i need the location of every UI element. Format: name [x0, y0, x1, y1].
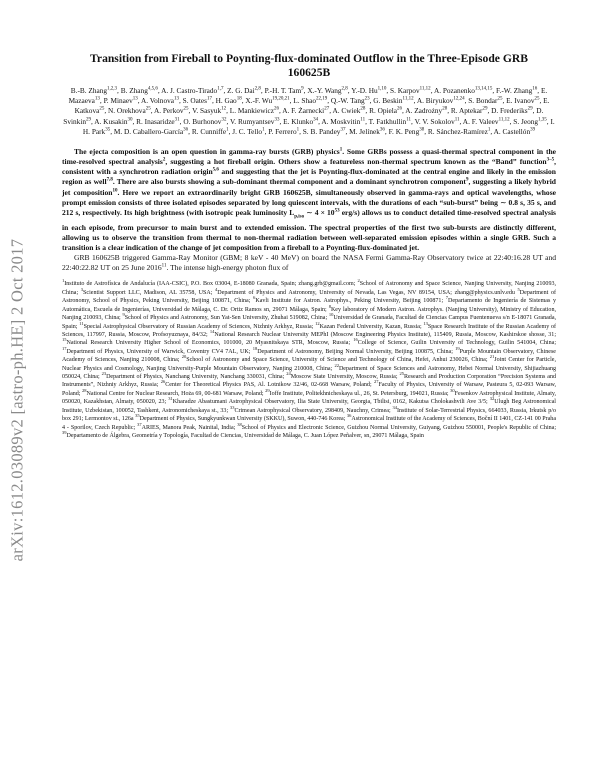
- affiliation-number: 23: [101, 371, 107, 377]
- author-affiliation-mark: 13,14,15: [474, 86, 493, 92]
- affiliation-number: 27: [373, 379, 379, 385]
- author-affiliation-mark: 23: [364, 96, 370, 102]
- author-affiliation-mark: 11,12: [498, 117, 510, 123]
- author-affiliation-mark: 2,8: [254, 86, 261, 92]
- abstract-text: . There are also bursts showing a sub-dominant thermal component and a dominant synchrotron component: [112, 177, 466, 187]
- author-name: F. K. Peng: [388, 126, 420, 136]
- affiliation-text: Joint Center for Particle, Nuclear Physics and Cosmology, Nanjing University-Purple Mountain Observatory, Nanjing 210008, China;: [62, 357, 556, 372]
- author-name: O. Burhonov: [183, 116, 222, 126]
- affiliation-number: 26: [160, 379, 166, 385]
- author-affiliation-mark: 25: [534, 96, 540, 102]
- author-affiliation-mark: 1: [262, 127, 265, 133]
- author-affiliation-mark: 1,10: [377, 86, 387, 92]
- author-name: P. Minaev: [103, 96, 133, 106]
- affiliation-number: 17: [62, 345, 67, 351]
- author-name: F.-W. Zhang: [496, 86, 533, 95]
- author-affiliation-mark: 11: [454, 117, 460, 123]
- affiliation-text: Kazan Federal University, Kazan, Russia;: [319, 323, 422, 330]
- affiliation-number: 2: [357, 278, 360, 284]
- affiliation-number: 29: [265, 387, 270, 393]
- author-affiliation-mark: 28: [442, 106, 448, 112]
- author-name: T. Fatkhullin: [368, 116, 407, 126]
- author-name: Y.-D. Hu: [351, 86, 378, 95]
- affiliation-text: School of Physics and Astronomy, Sun Yat-Sen University, Zhuhai 519082, China;: [124, 315, 328, 322]
- affiliation-text: National Research Nuclear University MEPhI (Moscow Engineering Physics Institute), 115409, Russia, Moscow, Kashirskoe shosse, 31;: [214, 331, 556, 338]
- affiliation-number: 39: [62, 429, 67, 435]
- affiliation-number: 3: [80, 286, 84, 292]
- author-affiliation-mark: 29: [527, 106, 533, 112]
- author-name: X.-F. Wu: [245, 96, 273, 106]
- affiliation-number: 33: [229, 404, 235, 410]
- affiliation-text: Kharadze Abastumani Astrophysical Observatory, Ilia State University, Georgia, Tbilisi, 0162, Kakutsa Cholokashvili Ave 3/5;: [172, 399, 488, 406]
- author-name: A. Castellón: [493, 126, 531, 136]
- affiliation-text: Fesenkov Astrophysical Institute, Almaty, 050020, Kazakhstan, Almaty, 050020, 23;: [62, 390, 557, 406]
- author-affiliation-mark: 18: [236, 96, 242, 102]
- affiliation-text: Instituto de Astrofísica de Andalucía (IAA-CSIC), P.O. Box 03004, E-18080 Granada, Spain; zhang.grb@gmail.com;: [64, 281, 356, 288]
- author-name: R. Inasaridze: [136, 116, 175, 126]
- affiliation-text: Astronomical Institute of the Academy of Sciences, Boční II 1401, CZ-141 00 Praha 4 - Sporilov, Czech Republic;: [62, 416, 557, 431]
- abstract-reference: 5,6: [212, 167, 219, 173]
- affiliation-text: Department of Physics and Astronomy, University of Nevada, Las Vegas, NV 89154, USA; zhang@physics.unlv.edu: [217, 289, 515, 296]
- affiliation-text: Key laboratory of Modern Astron. Astrophys. (Nanjing University), Ministry of Education, Nanjing 210093, China;: [62, 306, 556, 322]
- author-name: V. Sasyuk: [192, 106, 222, 116]
- affiliation-text: Universidad de Granada, Facultad de Ciencias Campus Fuentenueva s/n E-18071 Granada, Spain;: [62, 315, 557, 330]
- affiliation-number: 6: [253, 295, 256, 301]
- affiliation-text: Department of Astronomy, Beijing Normal University, Beijing 100875, China;: [257, 348, 453, 355]
- author-name: X.-Y. Wang: [307, 86, 342, 95]
- affiliation-text: Ioffe Institute, Politekhnicheskaya ul., 26, St. Petersburg, 194021, Russia;: [269, 390, 449, 397]
- author-name: N. Orekhova: [108, 106, 146, 116]
- author-name: P.-H. T. Tam: [264, 86, 302, 95]
- abstract-text: erg/s) allows us to conduct detailed time-resolved spectral analysis in each episode, from precursor to main burst and to extended emission. The spectral properties of the first two sub-bursts are distinctly different, allowing us to observe the transition from thermal to non-thermal radiation between well-separated emission episodes within a single GRB. Such a transition is a clear indication of the change of jet composition from a fireball to a Poynting-flux-dominated jet.: [62, 207, 556, 252]
- author-affiliation-mark: 16: [532, 86, 538, 92]
- affiliation-number: 37: [137, 421, 142, 427]
- author-affiliation-mark: 36: [183, 127, 189, 133]
- author-affiliation-mark: 11,12: [419, 86, 431, 92]
- affiliation-number: 38: [237, 421, 242, 427]
- abstract-subscript: p,iso: [294, 214, 305, 220]
- author-affiliation-mark: 33: [274, 117, 280, 123]
- author-name: A. J. Castro-Tirado: [161, 86, 218, 95]
- author-affiliation-mark: 29: [482, 106, 488, 112]
- author-name: A. Pozanenko: [433, 86, 475, 95]
- author-name: A. Moskvitin: [321, 116, 361, 126]
- author-affiliation-mark: 11: [406, 117, 412, 123]
- author-affiliation-mark: 19,20,21: [272, 96, 290, 102]
- author-name: S. Karpov: [390, 86, 420, 95]
- author-name: Z. G. Dai: [227, 86, 255, 95]
- author-name: A. Perkov: [153, 106, 184, 116]
- author-name: R. Cunniffe: [191, 126, 227, 136]
- affiliation-text: Faculty of Physics, University of Warsaw, Pasteura 5, 02-093 Warsaw, Poland;: [62, 382, 557, 397]
- author-affiliation-mark: 25: [145, 106, 151, 112]
- affiliation-list: [62, 280, 556, 440]
- author-affiliation-mark: 25: [183, 106, 189, 112]
- affiliation-text: Department of Physics, Sungkyunkwan University (SKKU), Suwon, 440-746 Korea;: [139, 416, 346, 423]
- author-affiliation-mark: 35: [105, 127, 111, 133]
- affiliation-text: National Research University Higher School of Economics, 101000, 20 Myasnitskaya STR, Moscow, Russia;: [66, 340, 351, 347]
- author-name: A. Kusakin: [94, 116, 128, 126]
- abstract-reference: 7,8: [106, 177, 113, 183]
- author-name: M. Jelínek: [349, 126, 380, 136]
- author-affiliation-mark: 1: [226, 127, 229, 133]
- author-name: R. Opiela: [369, 106, 398, 116]
- author-name: E. Mazaeva: [68, 86, 548, 106]
- author-name: S. Bondar: [468, 96, 498, 106]
- affiliation-number: 7: [445, 295, 449, 301]
- affiliation-text: College of Science, Guilin University of Technology, Guilin 541004, China;: [357, 340, 556, 347]
- affiliation-number: 12: [315, 320, 320, 326]
- abstract-reference: 53: [334, 208, 340, 214]
- author-affiliation-mark: 12: [221, 106, 227, 112]
- abstract-text: . Some GRBs possess a quasi-thermal spectral component in the time-resolved spectral analysis: [62, 147, 556, 167]
- author-affiliation-mark: 29: [86, 117, 92, 123]
- abstract-reference: 1: [339, 147, 343, 153]
- author-name: D. Frederiks: [491, 106, 528, 116]
- affiliation-text: School of Physics and Electronic Science, Guizhou Normal University, Guiyang, Guizhou 550001, People's Republic of China;: [241, 424, 557, 431]
- author-name: L. Shao: [293, 96, 316, 106]
- arxiv-stamp-text: arXiv:1612.03089v2 [astro-ph.HE] 2 Oct 2017: [7, 238, 26, 562]
- body-text: GRB 160625B triggered Gamma-Ray Monitor (GBM; 8 keV - 40 MeV) on board the NASA Fermi Gamma-Ray Observatory twice at 22:40:16.28 UT and 22:40:22.82 UT on 25 June 2016: [62, 253, 556, 273]
- affiliation-number: 4: [215, 286, 218, 292]
- affiliation-number: 22: [334, 362, 339, 368]
- abstract-text: ∼ 4 × 10: [304, 207, 335, 217]
- author-affiliation-mark: 36: [379, 127, 385, 133]
- author-name: A. F. Żarnecki: [282, 106, 325, 116]
- author-affiliation-mark: 13: [173, 96, 179, 102]
- affiliation-number: 24: [286, 371, 291, 377]
- affiliation-number: 25: [399, 371, 404, 377]
- author-name: H. Gao: [215, 96, 237, 106]
- author-affiliation-mark: 34: [313, 117, 319, 123]
- author-name: Q.-W. Tang: [330, 96, 365, 106]
- affiliation-text: Kavli Institute for Astron. Astrophys., Peking University, Beijing 100871;: [255, 298, 444, 305]
- author-name: E. Klunko: [283, 116, 314, 126]
- abstract-reference: 10: [112, 188, 118, 194]
- abstract-text: , suggesting a hot fireball origin. Others show a featureless non-thermal spectrum known as the “Band” function: [165, 157, 547, 167]
- affiliation-text: Crimean Astrophysical Observatory, 298409, Nauchny, Crimea;: [234, 407, 391, 414]
- body-reference: 11: [161, 263, 167, 269]
- affiliation-text: Scientist Support LLC, Madison, AL 35758, USA;: [83, 289, 213, 296]
- affiliation-text: National Centre for Nuclear Research, Hoża 69, 00-681 Warsaw, Poland;: [86, 390, 264, 397]
- affiliation-number: 32: [489, 396, 495, 402]
- affiliation-text: School of Astronomy and Space Science, University of Science and Technology of China, Hefei, Anhui 230026, China;: [186, 357, 488, 364]
- affiliation-number: 19: [455, 345, 460, 351]
- author-affiliation-mark: 28: [360, 106, 366, 112]
- author-affiliation-mark: 32: [221, 117, 227, 123]
- author-name: I. H. Park: [82, 116, 555, 136]
- author-name: V. V. Sokolov: [414, 116, 455, 126]
- author-affiliation-mark: 27: [324, 106, 330, 112]
- affiliation-text: ARIES, Manora Peak, Nainital, India;: [141, 424, 236, 431]
- author-name: S. Jeong: [513, 116, 539, 126]
- affiliation-number: 21: [489, 354, 495, 360]
- affiliation-text: Institute of Solar-Terrestrial Physics, 664033, Russia, Irkutsk p/o box 291; Lermontov st., 126a: [62, 407, 556, 423]
- abstract-reference: 9: [465, 177, 469, 183]
- author-name: S. B. Pandey: [302, 126, 341, 136]
- author-name: A. Volnova: [141, 96, 174, 106]
- author-affiliation-mark: 30: [127, 117, 133, 123]
- affiliation-text: Departamento de Ingeniería de Sistemas y Automática, Escuela de Ingenierías, Universidad de Málaga, C. Dr. Ortiz Ramos sn, 29071 Málaga, Spain;: [62, 298, 556, 313]
- author-name: V. Rumyantsev: [229, 116, 275, 126]
- author-affiliation-mark: 31: [174, 117, 180, 123]
- author-name: S. Oates: [182, 96, 207, 106]
- author-affiliation-mark: 1,35: [538, 117, 547, 123]
- author-name: B.-B. Zhang: [70, 86, 108, 95]
- abstract-text: The ejecta composition is an open question in gamma-ray bursts (GRB) physics: [74, 147, 340, 157]
- author-affiliation-mark: 11,12: [402, 96, 414, 102]
- author-affiliation-mark: 13: [132, 96, 138, 102]
- author-affiliation-mark: 12,24: [453, 96, 465, 102]
- abstract-text: , suggesting a likely hybrid jet composition: [62, 177, 556, 197]
- author-name: E. Katkova: [74, 96, 550, 116]
- author-affiliation-mark: 26: [397, 106, 403, 112]
- affiliation-number: 31: [168, 396, 173, 402]
- author-name: L. Mankiewicz: [229, 106, 274, 116]
- author-affiliation-mark: 9: [301, 86, 304, 92]
- arxiv-identifier-stamp: [4, 160, 30, 640]
- author-name: P. Ferrero: [268, 126, 297, 136]
- author-name: G. Beskin: [373, 96, 403, 106]
- author-affiliation-mark: 2,8: [341, 86, 348, 92]
- author-affiliation-mark: 17: [206, 96, 212, 102]
- abstract-reference: 2: [162, 157, 166, 163]
- author-name: D. Svinkin: [63, 106, 544, 126]
- author-name: A. F. Valeev: [462, 116, 499, 126]
- affiliation-number: 1: [62, 278, 65, 284]
- body-paragraph: [62, 253, 556, 273]
- affiliation-text: Department of Astronomy, School of Physics, Peking University, Beijing 100871, China;: [62, 289, 557, 305]
- abstract-text: and suggesting that the jet is Poynting-flux-dominated at the central engine and likely in the emission region as well: [62, 167, 557, 187]
- author-affiliation-mark: 13: [94, 96, 100, 102]
- author-affiliation-mark: 1: [487, 127, 491, 133]
- affiliation-number: 9: [122, 312, 125, 318]
- author-name: M. D. Caballero-García: [113, 126, 184, 136]
- author-affiliation-mark: 25: [497, 96, 503, 102]
- author-affiliation-mark: 22,19: [315, 96, 328, 102]
- affiliation-number: 20: [181, 354, 187, 360]
- affiliation-text: School of Astronomy and Space Science, Nanjing University, Nanjing 210093, China;: [62, 281, 557, 296]
- author-name: R. Aptekar: [450, 106, 483, 116]
- paper-title: Transition from Fireball to Poynting-flux-dominated Outflow in the Three-Episode GRB 160625B: [90, 52, 528, 79]
- author-name: B. Zhang: [120, 86, 148, 95]
- affiliation-number: 28: [82, 387, 87, 393]
- abstract-text: , consistent with a synchrotron radiation origin: [62, 157, 556, 177]
- affiliation-text: Department of Space Sciences and Astronomy, Hebei Normal University, Shijiazhuang 050024, China;: [62, 365, 556, 381]
- affiliation-number: 18: [252, 345, 258, 351]
- affiliation-number: 11: [79, 320, 84, 326]
- affiliation-number: 35: [135, 413, 140, 419]
- affiliation-text: Center for Theoretical Physics PAS, Al. Lotnikow 32/46, 02-668 Warsaw, Poland;: [165, 382, 372, 389]
- affiliation-number: 14: [209, 328, 215, 334]
- author-affiliation-mark: 1,2,3: [107, 86, 118, 92]
- author-affiliation-mark: 1: [296, 127, 300, 133]
- affiliation-number: 34: [392, 404, 397, 410]
- affiliation-text: Departamento de Álgebra, Geometría y Topología, Facultad de Ciencias, Universidad de Málaga, C. Juan López Peñalver, sn, 29071 Málaga, Spain: [66, 432, 424, 439]
- affiliation-number: 30: [450, 387, 455, 393]
- author-name: A. Biryukov: [416, 96, 454, 106]
- author-name: A. Zadrożny: [405, 106, 443, 116]
- affiliation-text: Space Research Institute of the Russian Academy of Sciences, 117997, Russia, Moscow, Profsoyuznaya, 84/32;: [62, 323, 557, 338]
- author-affiliation-mark: 39: [530, 127, 536, 133]
- affiliation-text: Research and Production Corporation “Precision Systems and Instruments”, Nizhniy Arkhyz, Russia;: [62, 374, 556, 389]
- affiliation-text: Department of Physics, Nanchang University, Nanchang 330031, China;: [106, 374, 285, 381]
- abstract-text: . Here we report an extraordinarily bright GRB 160625B, simultaneously observed in gamma-rays and optical wavelengths, whose prompt emission consists of three isolated episodes separated by long quiescent intervals, with the durations of each “sub-burst” being ∼ 0.8 s, 35 s, and 212 s, respectively. Its high brightness (with isotropic peak luminosity L: [62, 187, 556, 217]
- body-text-tail: . The intense high-energy photon flux of: [166, 263, 289, 273]
- author-name: E. Ivanov: [506, 96, 535, 106]
- affiliation-number: 8: [328, 303, 331, 309]
- author-affiliation-mark: 37: [340, 127, 346, 133]
- author-affiliation-mark: 26: [273, 106, 279, 112]
- author-name: A. Cwiek: [332, 106, 361, 116]
- author-affiliation-mark: 4,5,6: [147, 86, 158, 92]
- affiliation-text: Department of Physics, University of Warwick, Coventry CV4 7AL, UK;: [66, 348, 251, 355]
- affiliation-number: 15: [62, 337, 67, 343]
- author-list: B.-B. Zhang$^{1,2,3}$, B. Zhang$^{4,5,6}$, A. J. Castro-Tirado$^{1,7}$, Z. G. Dai$^{2,8}$, P.-H. T. Tam$^9$, X.-Y. Wang$^{2,8}$, Y.-D. Hu$^{1,10}$, S. Karpov$^{11,12}$, A. Pozanenko$^{13,14,15}$, F.-W. Zhang$^{16}$, E. Mazaeva$^{13}$, P. Minaev$^{13}$, A. Volnova$^{13}$, S. Oates$^{17}$, H. Gao$^{18}$, X.-F. Wu$^{19,20,21}$, L. Shao$^{22,19}$, Q.-W. Tang$^{23}$, G. Beskin$^{11,12}$, A. Biryukov$^{12,24}$, S. Bondar$^{25}$, E. Ivanov$^{25}$, E. Katkova$^{25}$, N. Orekhova$^{25}$, A. Perkov$^{25}$, V. Sasyuk$^{12}$, L. Mankiewicz$^{26}$, A. F. Żarnecki$^{27}$, A. Cwiek$^{28}$, R. Opiela$^{26}$, A. Zadrożny$^{28}$, R. Aptekar$^{29}$, D. Frederiks$^{29}$, D. Svinkin$^{29}$, A. Kusakin$^{30}$, R. Inasaridze$^{31}$, O. Burhonov$^{32}$, V. Rumyantsev$^{33}$, E. Klunko$^{34}$, A. Moskvitin$^{11}$, T. Fatkhullin$^{11}$, V. V. Sokolov$^{11}$, A. F. Valeev$^{11,12}$, S. Jeong$^{1,35}$, I. H. Park$^{35}$, M. D. Caballero-García$^{36}$, R. Cunniffe$^1$, J. C. Tello$^1$, P. Ferrero$^1$, S. B. Pandey$^{37}$, M. Jelínek$^{36}$, F. K. Peng$^{38}$, R. Sánchez-Ramírez$^1$, A. Castellón$^{39}$: [63, 86, 555, 136]
- paper-page: [62, 52, 556, 440]
- abstract-reference: 3–5: [546, 157, 555, 163]
- affiliation-number: 13: [423, 320, 428, 326]
- affiliation-text: Ulugh Beg Astronomical Institute, Uzbekistan, 100052, Tashkent, Astronomicheskaya st., 33;: [62, 399, 556, 414]
- author-affiliation-mark: 38: [419, 127, 425, 133]
- author-name: R. Sánchez-Ramírez: [427, 126, 488, 136]
- abstract: [62, 147, 556, 253]
- affiliation-text: Special Astrophysical Observatory of Russian Academy of Sciences, Nizhniy Arkhyz, Russia;: [83, 323, 314, 330]
- affiliation-number: 10: [328, 312, 334, 318]
- author-affiliation-mark: 25: [99, 106, 105, 112]
- affiliation-number: 36: [346, 413, 352, 419]
- affiliation-number: 16: [353, 337, 358, 343]
- affiliation-text: Purple Mountain Observatory, Chinese Academy of Sciences, Nanjing 210008, China;: [62, 348, 556, 364]
- affiliation-number: 5: [517, 286, 520, 292]
- author-affiliation-mark: 11: [360, 117, 366, 123]
- author-name: J. C. Tello: [232, 126, 263, 136]
- author-affiliation-mark: 1,7: [217, 86, 224, 92]
- affiliation-text: Moscow State University, Moscow, Russia;: [290, 374, 398, 381]
